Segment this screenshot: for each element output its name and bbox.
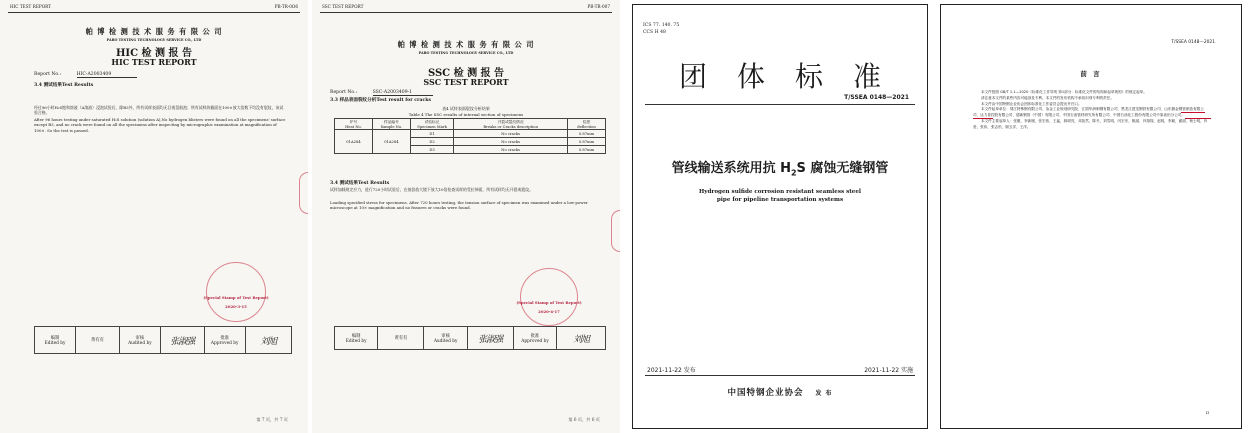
header-left: SSC TEST REPORT	[322, 4, 364, 9]
approved-by-label: 批准 Approved by	[204, 327, 245, 354]
col-heat-no: 炉号 Heat No.	[335, 119, 373, 130]
publisher	[633, 386, 927, 398]
report-number-value: SSC-A2003409-1	[373, 90, 433, 96]
stamp-label: (Special Stamp of Test Report)	[516, 300, 582, 305]
audited-by-signature: 张淑强	[467, 327, 513, 350]
col-description: 开裂或裂纹情况 Breaks or Cracks description	[454, 119, 568, 130]
foreword-body	[973, 90, 1209, 130]
audited-by-signature: 张淑强	[160, 327, 204, 354]
audited-by-label: 审核 Audited by	[119, 327, 160, 354]
paragraph-en: After 96 hours testing under saturated H₂S solution (solution A),No hydrogen blisters were found on all the specimens' surface except B3, and no crack were found on all the specimens after inspecting by micrographic examination at magnification of 100×. So the test is passed.	[34, 117, 286, 133]
perforation-seal	[611, 210, 620, 252]
header-right: PB-TR-007	[587, 4, 610, 9]
publish-date: 2021-11-22 发布	[647, 367, 696, 374]
publisher-name: 中国特钢企业协会	[727, 388, 804, 398]
cover-bottom-rule	[645, 375, 915, 376]
cover-top-rule	[645, 104, 915, 105]
desc-cell: No cracks	[454, 146, 568, 154]
report-title-cn: HIC 检 测 报 告	[115, 48, 192, 59]
foreword-paragraph: 本文件由中国特钢企业协会团体标准化工作委员会提出并归口。	[981, 101, 1082, 106]
signature-table	[334, 326, 606, 350]
page-number: II	[1205, 410, 1209, 415]
table-caption-cn: 表4 试样表面裂纹分析结果	[442, 106, 490, 111]
header-right: PB-TR-0O6	[274, 4, 298, 9]
deflection-cell: 0.87mm	[568, 130, 606, 138]
standard-number: T/SSEA 0148—2021	[844, 94, 909, 101]
standard-title-en-line2: pipe for pipeline transportation systems	[716, 197, 844, 203]
report-title-cn: SSC 检 测 报 告	[427, 68, 505, 79]
official-stamp	[206, 262, 266, 322]
col-sample-no: 样品编号 Sample No.	[372, 119, 410, 130]
foreword-paragraph-drafting-units: 本文件起草单位：靖江特殊钢有限公司、冶金工业规划研究院、江阴华润制钢有限公司、黑龙江建龙钢铁有限公司、山东磐金钢管制造有限公司、达力普控股有限公司、德新钢管（中国）有限公司、中国石油管材研究所有限公司、中国石油化工股份有限公司中原油田分公司。	[973, 107, 1209, 119]
approved-by-signature: 刘旭	[557, 327, 606, 350]
paragraph-cn: 经过96小时H₂S饱和溶液（A溶液）浸泡试验后，除B3外，所有试样表面均无目视氢鼓泡；所有试样的截面在100×放大倍数下均没有裂纹，该试验合格。	[34, 105, 284, 116]
company-name-en: PABO TESTING TECHNOLOGY SERVICE CO., LTD	[418, 51, 514, 55]
page-footer: 第 6 页，共 6 页	[568, 417, 600, 422]
sample-no-cell: 01A284	[372, 130, 410, 154]
red-underline-2	[973, 118, 993, 119]
table-caption-en: Table 4 The SSC results of internal section of specimens	[408, 112, 524, 117]
header-rule	[8, 12, 300, 13]
edited-by-name: 黄有有	[76, 327, 120, 354]
standard-cover-page	[632, 4, 928, 429]
paragraph-en: Loading specified stress for specimens. After 720 hours testing, the tension surface of specimen was examined under a low-power microscope at 10× magnification and no fissures or cracks were found.	[330, 200, 588, 211]
section2-heading: 3.4 测试结果Test Results	[330, 181, 390, 186]
red-underline-1	[1181, 112, 1205, 113]
stamp-date: 2020-4-17	[538, 309, 560, 314]
mark-cell: D3	[410, 146, 453, 154]
report-number-value: HIC-A2003409	[77, 72, 137, 78]
perforation-seal	[299, 172, 308, 214]
foreword-heading: 前 言	[1080, 70, 1102, 78]
report-title-en: HIC TEST REPORT	[111, 57, 197, 67]
results-table	[334, 118, 606, 154]
col-specimen-mark: 试验标记 Specimen Mark	[410, 119, 453, 130]
mark-cell: D1	[410, 130, 453, 138]
stamp-label: (Special Stamp of Test Report)	[203, 295, 269, 300]
report-number-label: Report No.:	[34, 72, 62, 77]
company-name-en: PABO TESTING TECHNOLOGY SERVICE CO., LTD	[106, 38, 202, 42]
ccs-code: CCS H 48	[643, 30, 666, 35]
standard-title-en-line1: Hydrogen sulfide corrosion resistant seamless steel	[698, 189, 862, 195]
report-title-en: SSC TEST REPORT	[423, 77, 509, 87]
heat-no-cell: 01A284	[335, 130, 373, 154]
official-stamp	[520, 268, 578, 326]
paragraph-cn: 试样加载规定应力，进行720小时试验后，在低倍放大镜下放大10倍检查试样的受拉伸面，所有试样均无开裂或裂纹。	[330, 187, 534, 192]
approved-by-label: 批准 Approved by	[513, 327, 556, 350]
approved-by-signature: 刘旭	[245, 327, 291, 354]
section-heading: 3.4 测试结果Test Results	[34, 83, 94, 88]
header-rule	[320, 12, 612, 13]
edited-by-label: 编制 Edited by	[335, 327, 378, 350]
mark-cell: D2	[410, 138, 453, 146]
standard-title-cn: 管线输送系统用抗 $H_2S$ 腐蚀无缝钢管	[671, 161, 889, 178]
section-heading: 3.3 样品表面裂纹分析Test result for cracks	[330, 98, 432, 103]
edited-by-name: 黄有有	[378, 327, 424, 350]
foreword-paragraph: 请注意本文件的某些内容可能涉及专利。本文件的发布机构不承担识别专利的责任。	[981, 95, 1114, 100]
audited-by-label: 审核 Audited by	[424, 327, 467, 350]
table-row	[335, 130, 606, 138]
company-name-cn: 帕 博 检 测 技 术 服 务 有 限 公 司	[397, 40, 535, 49]
report-number	[34, 72, 137, 78]
desc-cell: No cracks	[454, 130, 568, 138]
stamp-date: 2020-3-15	[225, 304, 247, 309]
implement-date: 2021-11-22 实施	[864, 367, 913, 374]
standard-number: T/SSEA 0148—2021	[1171, 40, 1215, 45]
deflection-cell: 0.87mm	[568, 138, 606, 146]
hic-report-page	[0, 0, 308, 433]
report-number-label: Report No.:	[330, 90, 358, 95]
desc-cell: No cracks	[454, 138, 568, 146]
foreword-page	[940, 4, 1242, 429]
table-header-row	[335, 119, 606, 130]
cover-big-title: 团体标准	[678, 60, 911, 93]
report-number	[330, 90, 433, 96]
ssc-report-page	[312, 0, 620, 433]
col-deflection: 挠度 deflection	[568, 119, 606, 130]
page-footer: 第 7 页，共 7 页	[256, 417, 288, 422]
publish-word: 发 布	[815, 390, 833, 397]
ics-code: ICS 77. 140. 75	[643, 23, 680, 28]
company-name-cn: 帕 博 检 测 技 术 服 务 有 限 公 司	[85, 27, 223, 36]
foreword-paragraph: 本文件按照 GB/T 1.1—2020《标准化工作导则 第1部分：标准化文件的结构和起草规则》的规定起草。	[981, 90, 1147, 94]
deflection-cell: 0.87mm	[568, 146, 606, 154]
signature-table	[34, 326, 292, 354]
foreword-paragraph: 本文件主要起草人：张履，李新刚，张宏伟，王猛，薛明亮，邓拓然，陈冬，刘雪明，闫宏东，姚丽，肖翔翔，赵明，李颖，翟丽，杨士明，肖爱，张伟，张志松，顾玉洋，王洋。	[973, 118, 1208, 129]
red-underline-3	[1185, 118, 1211, 119]
edited-by-label: 编制 Edited by	[35, 327, 76, 354]
header-left: HIC TEST REPORT	[10, 4, 52, 9]
